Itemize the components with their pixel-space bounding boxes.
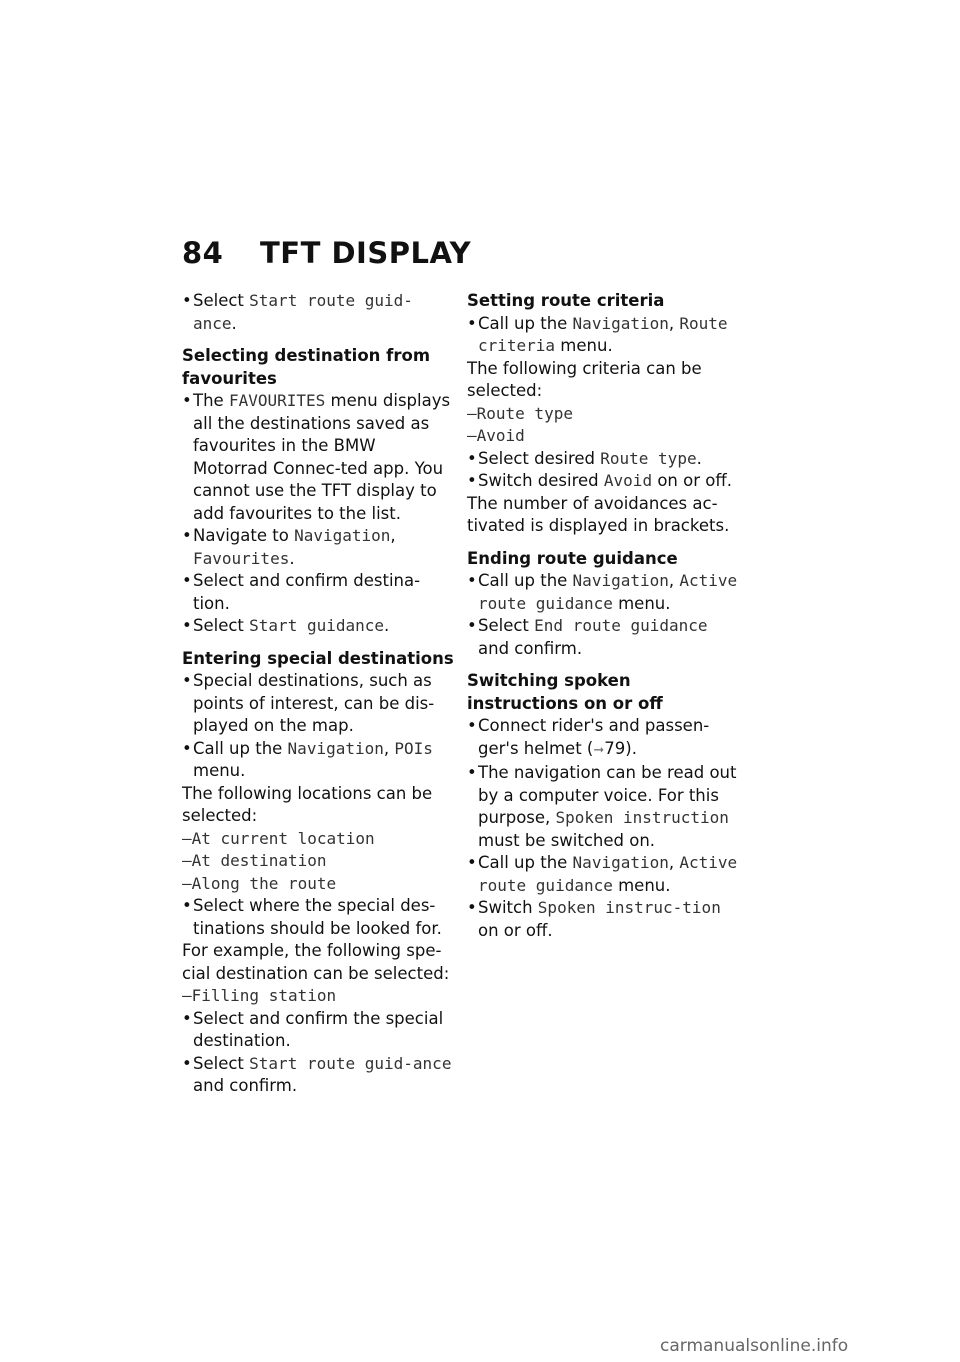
text: menu. (555, 336, 613, 355)
menu-term: Start guidance (249, 616, 385, 635)
paragraph: The number of avoidances ac-tivated is displayed in brackets. (467, 493, 730, 535)
text: and confirm. (478, 638, 583, 658)
menu-term: Spoken instruction (555, 808, 729, 827)
arrow-icon: ➞ (593, 742, 605, 758)
text: on or off. (478, 920, 553, 940)
section-heading: Ending route guidance (467, 548, 678, 568)
text: , (668, 853, 680, 872)
list-item (467, 762, 739, 852)
text: Connect rider's and passen-ger's helmet ( (478, 716, 710, 758)
list-item (182, 738, 454, 783)
list-item (182, 525, 454, 570)
section-heading: Setting route criteria (467, 291, 665, 310)
paragraph: For example, the following spe-cial destination can be selected: (182, 941, 450, 983)
text: , (668, 313, 680, 333)
paragraph: The following locations can be selected: (182, 783, 433, 825)
dash-item: –Filling station (182, 986, 337, 1005)
menu-term: Active route guidance (478, 853, 738, 895)
menu-term: End route guidance (534, 616, 708, 635)
dash-item: –Along the route (182, 873, 337, 893)
list-item: • Select and confirm the special destination. (182, 1008, 454, 1053)
text: , (383, 738, 395, 758)
list-item (182, 390, 454, 525)
text: must be switched on. (478, 830, 656, 850)
menu-term: Navigation (294, 526, 391, 545)
list-item (467, 897, 739, 942)
list-item (182, 1053, 454, 1098)
page-reference[interactable]: 79 (604, 738, 626, 758)
menu-term: Navigation (572, 571, 669, 590)
list-item (467, 470, 739, 493)
section-heading: Entering special destinations (182, 648, 454, 668)
text: and confirm. (193, 1076, 298, 1095)
text: . (231, 313, 237, 333)
page-header (182, 236, 471, 276)
list-item (467, 852, 739, 897)
text: , (668, 571, 680, 590)
text: Call up the (478, 313, 573, 333)
text: Call up the (193, 738, 288, 758)
menu-term: Start route guid-ance (249, 1053, 452, 1073)
text: Select (193, 1053, 250, 1073)
text: , (390, 526, 396, 545)
menu-term: Avoid (603, 471, 653, 490)
watermark: carmanualsonline.info (660, 1336, 849, 1356)
page-title: TFT DISPLAY (260, 236, 472, 270)
menu-term: Route criteria (478, 313, 728, 355)
text: Switch desired (478, 471, 604, 490)
text: Select (193, 291, 250, 310)
text: menu. (612, 875, 671, 895)
text: Call up the (478, 571, 573, 590)
dash-item: –Avoid (467, 426, 525, 445)
text: Select (193, 616, 250, 635)
section-heading: Switching spoken instructions on or off (467, 671, 663, 713)
left-column (182, 290, 454, 1098)
menu-term: Navigation (572, 853, 669, 872)
list-item (467, 715, 739, 762)
section-heading: Selecting destination from favourites (182, 346, 431, 388)
menu-term: Navigation (572, 313, 669, 333)
text: . (696, 448, 702, 468)
list-item (467, 570, 739, 615)
list-item (467, 448, 739, 471)
text: Navigate to (193, 526, 295, 545)
list-item (467, 615, 739, 660)
menu-term: Navigation (287, 738, 384, 758)
text: menu displays all the destinations saved as favourites in the BMW Motorrad Connec-ted app. You cannot use the TFT display to add favourites to the list. (193, 391, 451, 523)
list-item (467, 313, 739, 358)
text: Call up the (478, 853, 573, 872)
text: The navigation can be read out by a computer voice. For this purpose, (478, 763, 737, 827)
menu-term: Favourites (193, 548, 290, 568)
right-column (467, 290, 739, 942)
text: Switch (478, 898, 538, 917)
menu-term: FAVOURITES (228, 391, 326, 410)
list-item (182, 615, 454, 638)
menu-term: POIs (394, 738, 433, 758)
dash-item: –At current location (182, 828, 375, 848)
text: Select desired (478, 448, 601, 468)
text: menu. (193, 761, 246, 780)
list-item: • Special destinations, such as points of interest, can be dis-played on the map. (182, 670, 454, 738)
menu-term: Start route guid-ance (193, 291, 413, 333)
text: on or off. (652, 471, 732, 490)
text: . (384, 616, 390, 635)
page-number: 84 (182, 236, 224, 270)
list-item: • Select where the special des-tinations should be looked for. (182, 895, 454, 940)
dash-item: –Route type (467, 403, 573, 423)
menu-term: Spoken instruc-tion (537, 898, 721, 917)
list-item (182, 290, 454, 335)
text: The (193, 391, 229, 410)
text: . (289, 548, 295, 568)
text: ). (625, 738, 637, 758)
dash-item: –At destination (182, 851, 327, 870)
text: Select (478, 616, 535, 635)
menu-term: Route type (600, 448, 697, 468)
text: menu. (612, 593, 671, 613)
menu-term: Active route guidance (478, 571, 738, 613)
list-item: • Select and confirm destina-tion. (182, 570, 454, 615)
paragraph: The following criteria can be selected: (467, 358, 702, 400)
